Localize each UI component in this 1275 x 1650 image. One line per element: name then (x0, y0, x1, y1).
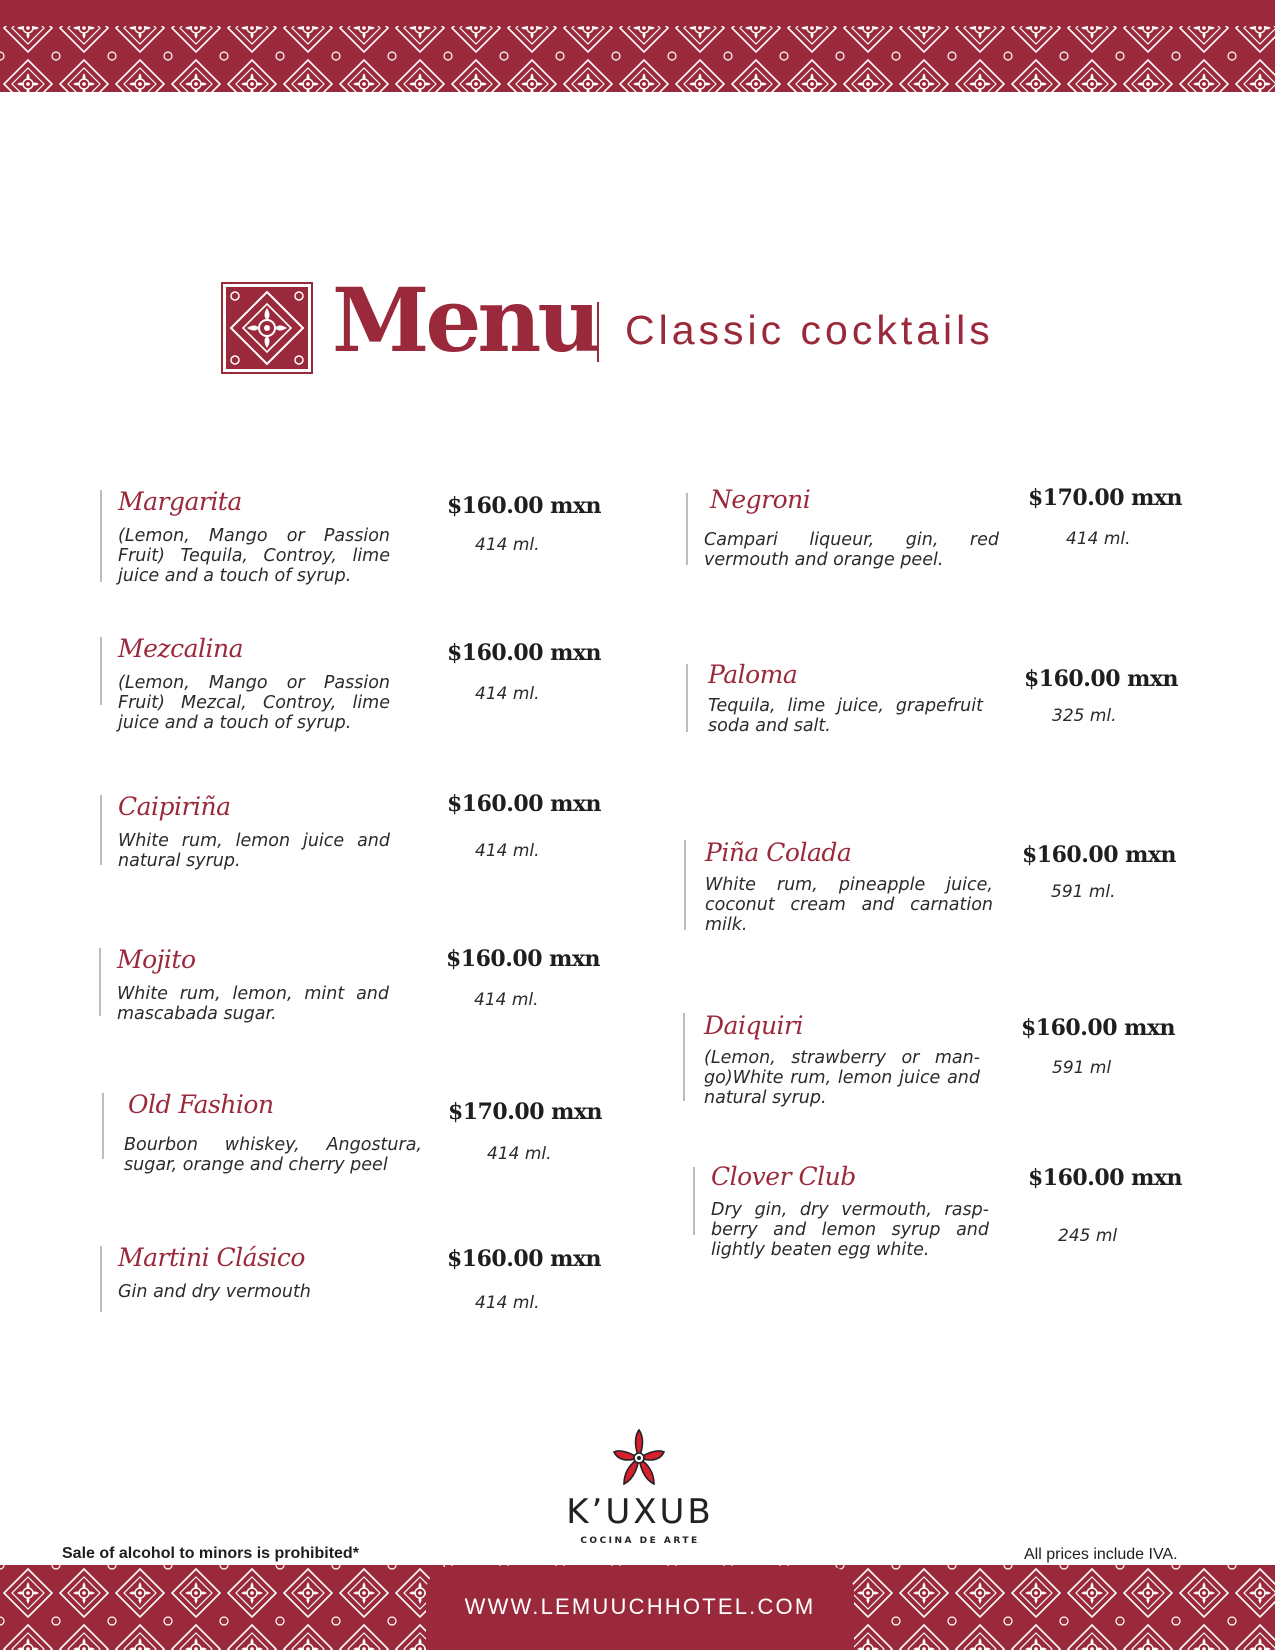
item-description: Tequila, lime juice, grapefruit soda and salt. (708, 696, 983, 736)
item-description: White rum, lemon juice and natural syrup. (118, 831, 390, 871)
item-volume: 414 ml. (1066, 529, 1131, 549)
item-name: Martini Clásico (118, 1243, 305, 1272)
item-price: $160.00 mxn (447, 1246, 602, 1272)
item-divider (100, 490, 102, 582)
item-name: Clover Club (711, 1162, 856, 1191)
item-name: Old Fashion (128, 1090, 274, 1119)
website-link[interactable]: WWW.LEMUUCHHOTEL.COM (464, 1594, 816, 1619)
item-price: $170.00 mxn (1028, 485, 1183, 511)
item-volume: 414 ml. (475, 535, 540, 555)
item-price: $160.00 mxn (447, 640, 602, 666)
brand-logo (540, 1428, 740, 1548)
item-description: White rum, lemon, mint and mascabada sugar. (117, 984, 389, 1024)
item-description: (Lemon, strawberry or man-go)White rum, lemon juice and natural syrup. (704, 1048, 980, 1108)
item-volume: 591 ml. (1051, 882, 1116, 902)
item-price: $160.00 mxn (1028, 1165, 1183, 1191)
website-banner (426, 1566, 854, 1650)
item-name: Piña Colada (705, 838, 852, 867)
flower-icon (612, 1428, 666, 1488)
item-price: $160.00 mxn (447, 493, 602, 519)
brand-name: K’UXUB (566, 1492, 714, 1532)
item-name: Caipiriña (118, 792, 231, 821)
item-divider (686, 493, 688, 565)
item-description: (Lemon, Mango or Passion Fruit) Tequila, Controy, lime juice and a touch of syrup. (118, 526, 390, 586)
item-name: Daiquiri (704, 1011, 803, 1040)
item-volume: 414 ml. (475, 1293, 540, 1313)
item-divider (693, 1167, 695, 1235)
item-price: $160.00 mxn (446, 946, 601, 972)
top-pattern-band (0, 0, 1275, 92)
brand-tagline: COCINA DE ARTE (580, 1536, 700, 1546)
item-description: White rum, pineapple juice, coconut cream and carnation milk. (705, 875, 993, 935)
item-divider (683, 1013, 685, 1101)
item-description: Campari liqueur, gin, red vermouth and orange peel. (704, 530, 999, 570)
legal-notice: Sale of alcohol to minors is prohibited* (62, 1545, 359, 1562)
item-name: Mezcalina (118, 634, 243, 663)
item-price: $160.00 mxn (1024, 666, 1179, 692)
item-divider (684, 840, 686, 930)
item-description: Bourbon whiskey, Angostura, sugar, orange and cherry peel (124, 1135, 422, 1175)
title-divider (597, 302, 599, 362)
item-volume: 414 ml. (475, 841, 540, 861)
item-price: $160.00 mxn (1022, 842, 1177, 868)
item-name: Margarita (118, 487, 242, 516)
item-divider (686, 664, 688, 732)
item-name: Paloma (708, 660, 798, 689)
item-divider (99, 948, 101, 1016)
item-volume: 414 ml. (475, 684, 540, 704)
page-subtitle: Classic cocktails (625, 307, 994, 353)
item-volume: 414 ml. (474, 990, 539, 1010)
item-description: Gin and dry vermouth (118, 1282, 311, 1302)
item-price: $160.00 mxn (447, 791, 602, 817)
item-volume: 245 ml (1058, 1226, 1118, 1246)
item-price: $160.00 mxn (1021, 1015, 1176, 1041)
item-name: Negroni (710, 485, 811, 514)
item-description: (Lemon, Mango or Passion Fruit) Mezcal, Controy, lime juice and a touch of syrup. (118, 673, 390, 733)
item-volume: 591 ml (1052, 1058, 1112, 1078)
item-price: $170.00 mxn (448, 1099, 603, 1125)
item-divider (100, 1246, 102, 1312)
item-name: Mojito (117, 945, 196, 974)
item-divider (100, 795, 102, 865)
tax-notice: All prices include IVA. (1024, 1546, 1178, 1563)
item-divider (102, 1093, 104, 1159)
page-title: Menu (332, 268, 598, 372)
item-divider (100, 637, 102, 705)
ornament-icon (221, 282, 313, 374)
item-volume: 325 ml. (1052, 706, 1117, 726)
item-description: Dry gin, dry vermouth, rasp-berry and lemon syrup and lightly beaten egg white. (711, 1200, 989, 1260)
menu-header (0, 268, 1275, 380)
item-volume: 414 ml. (487, 1144, 552, 1164)
